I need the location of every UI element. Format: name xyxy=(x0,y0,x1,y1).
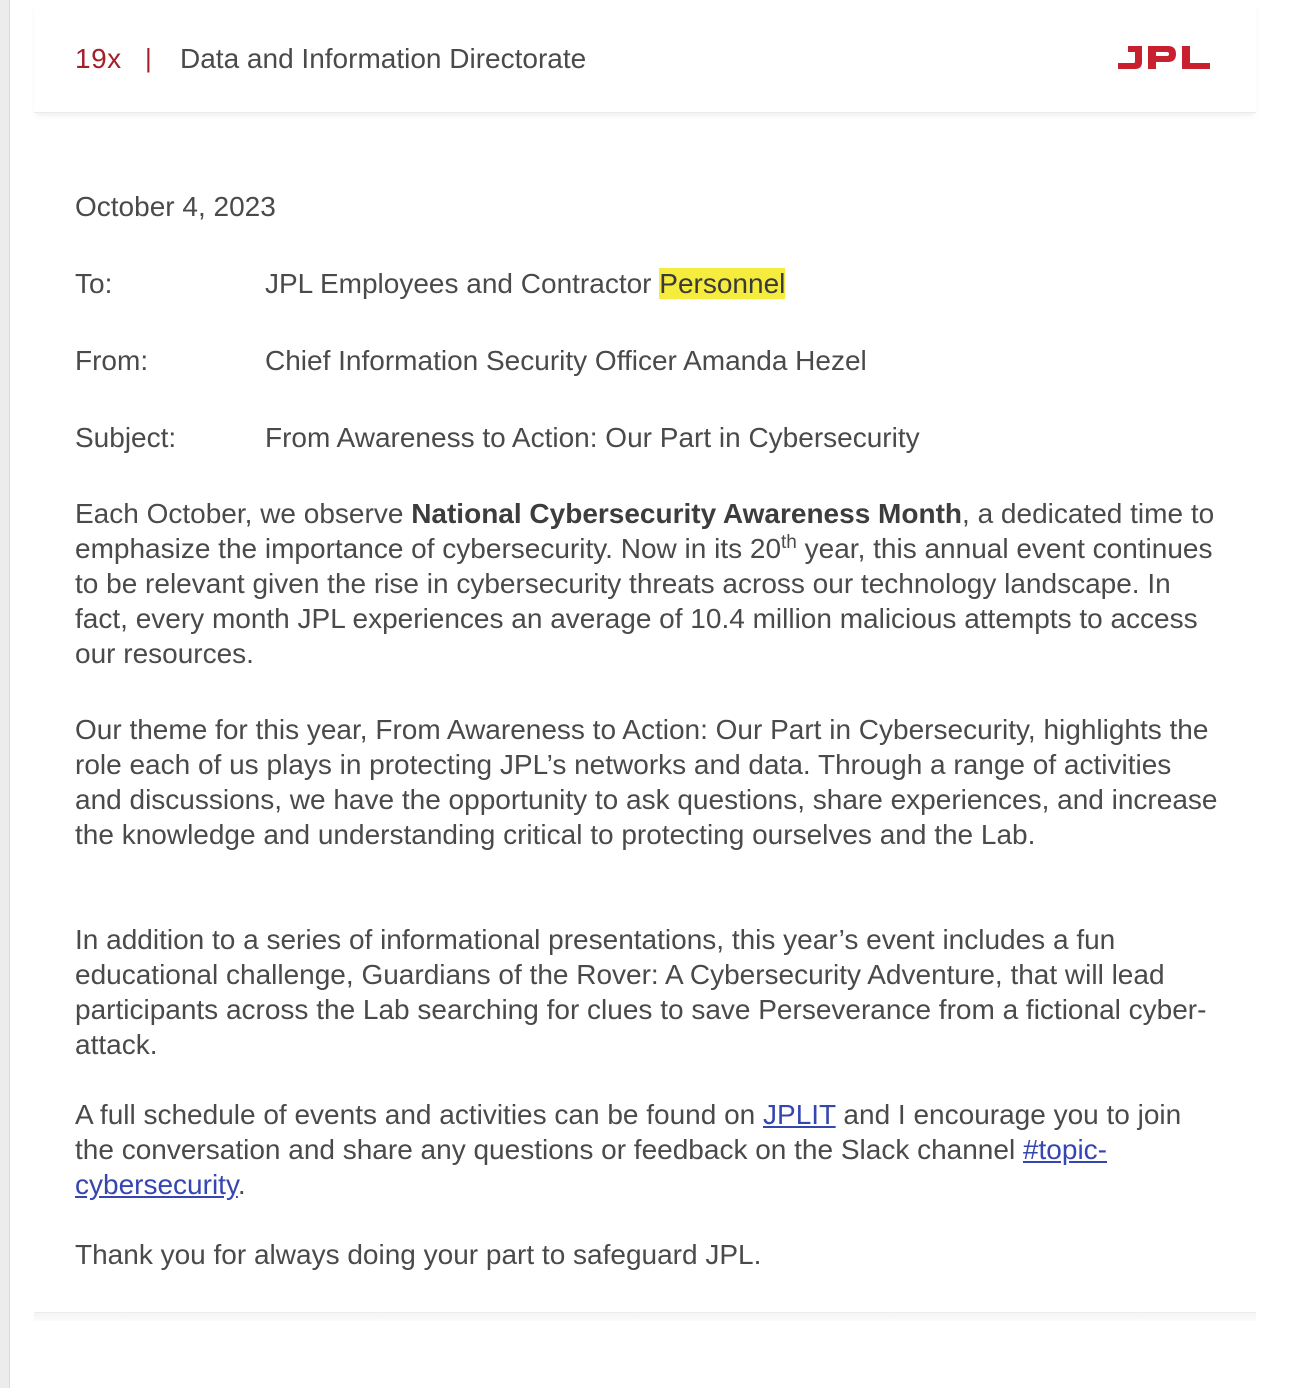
issue-number: 19x xyxy=(75,43,122,74)
memo-subject-row xyxy=(75,422,920,454)
from-value: Chief Information Security Officer Amanda Hezel xyxy=(265,345,867,376)
memo-to-row xyxy=(75,268,785,300)
left-border xyxy=(0,0,10,1388)
to-label: To: xyxy=(75,268,113,299)
p1-superscript: th xyxy=(781,532,797,553)
memo-date: October 4, 2023 xyxy=(75,191,276,222)
from-label: From: xyxy=(75,345,149,376)
paragraph-3: In addition to a series of informational presentations, this year’s event includes a fun educational challenge, Guardians of the Rover: A Cybersecurity Adventure, that will lead participants across the Lab searching for clues to save Perseverance from a fictional cyber-attack. xyxy=(75,924,1207,1060)
p1-text-a: Each October, we observe xyxy=(75,498,412,529)
p1-bold: National Cybersecurity Awareness Month xyxy=(411,498,963,529)
paragraph-2: Our theme for this year, From Awareness to Action: Our Part in Cybersecurity, highlights the role each of us plays in protecting JPL’s networks and data. Through a range of activities and discussions, we have the opportunity to ask questions, share experiences, and increase the knowledge and understanding critical to protecting ourselves and the Lab. xyxy=(75,714,1218,850)
jpl-logo xyxy=(1116,42,1210,72)
paragraph-1 xyxy=(75,496,1225,671)
p4-text-a: A full schedule of events and activities can be found on xyxy=(75,1099,764,1130)
newsletter-header xyxy=(34,0,1256,113)
paragraph-4 xyxy=(75,1097,1225,1202)
p4-text-c: . xyxy=(237,1169,246,1200)
header-separator: | xyxy=(145,43,152,73)
memo-from-row xyxy=(75,345,867,377)
p1-text-b: , a dedicated time to emphasize the importance of cybersecurity. Now in its 20 xyxy=(75,498,1215,564)
p4-text-b: and I encourage you to join the conversation and share any questions or feedback on the Slack channel xyxy=(75,1099,1182,1165)
directorate-title: Data and Information Directorate xyxy=(180,43,587,74)
subject-label: Subject: xyxy=(75,422,177,453)
highlighted-word: Personnel xyxy=(659,268,786,299)
closing-paragraph: Thank you for always doing your part to safeguard JPL. xyxy=(75,1239,762,1270)
to-value: JPL Employees and Contractor xyxy=(265,268,660,299)
subject-value: From Awareness to Action: Our Part in Cybersecurity xyxy=(265,422,920,453)
footer-divider xyxy=(34,1312,1256,1321)
p1-text-c: year, this annual event continues to be relevant given the rise in cybersecurity threats across our technology landscape. In fact, every month JPL experiences an average of 10.4 million malicious attempts to access our resources. xyxy=(75,533,1213,669)
jplit-link[interactable]: JPLIT xyxy=(763,1099,836,1130)
slack-channel-link[interactable]: #topic-cybersecurity xyxy=(75,1134,1107,1200)
